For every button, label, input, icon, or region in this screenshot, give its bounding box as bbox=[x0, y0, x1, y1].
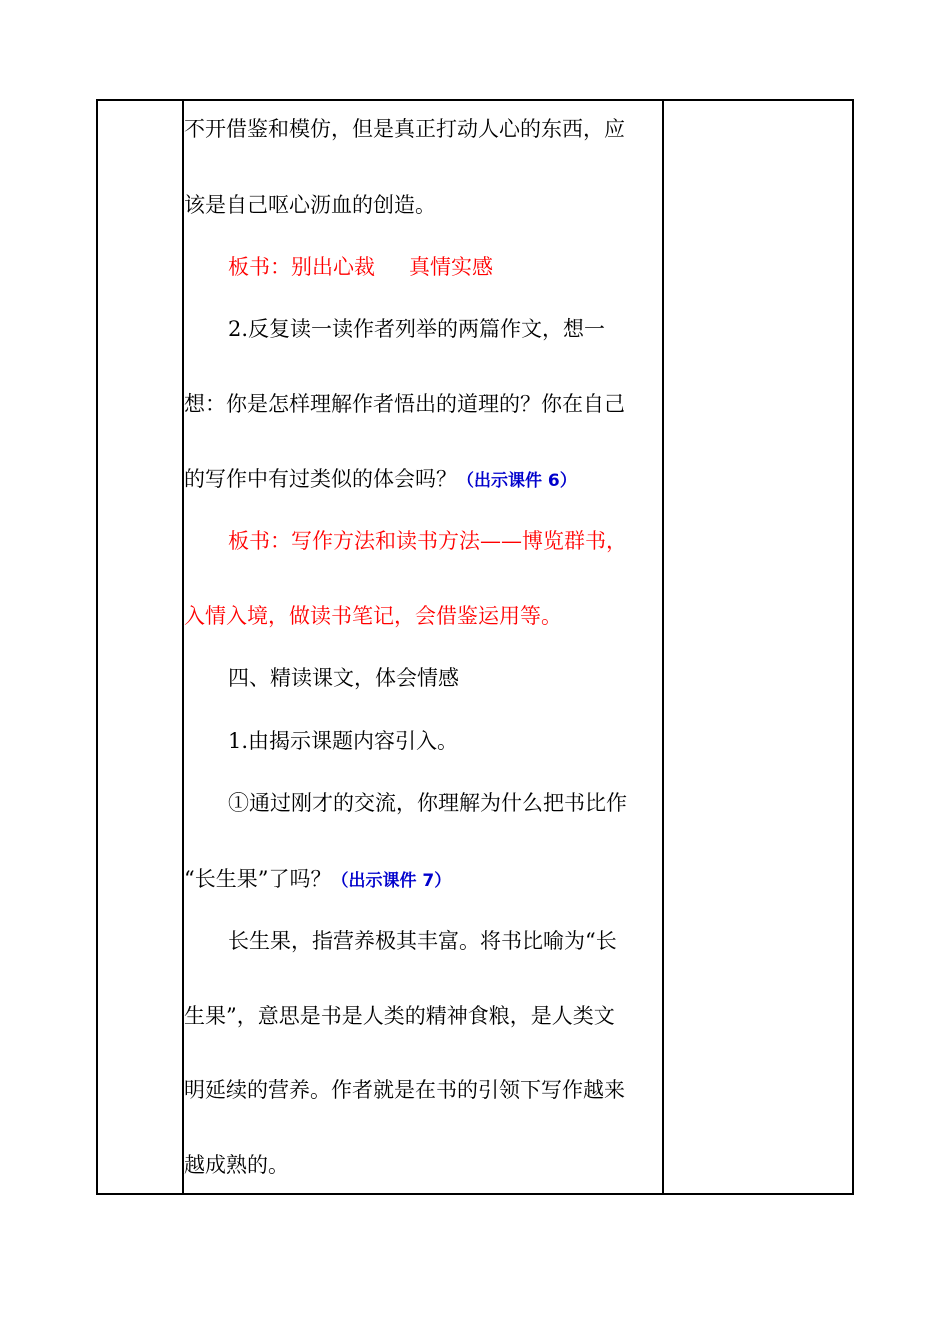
lesson-plan-table bbox=[96, 99, 854, 1195]
courseware-note: （出示课件 6） bbox=[457, 471, 577, 491]
section-heading: 四、精读课文，体会情感 bbox=[228, 666, 459, 690]
paragraph-line: 想：你是怎样理解作者悟出的道理的？你在自己 bbox=[184, 392, 625, 416]
paragraph-line: 2.反复读一读作者列举的两篇作文，想一 bbox=[228, 317, 606, 341]
paragraph-line: 越成熟的。 bbox=[184, 1153, 289, 1177]
paragraph-line: 不开借鉴和模仿，但是真正打动人心的东西，应 bbox=[184, 117, 625, 141]
board-writing-line bbox=[184, 253, 664, 281]
board-writing-text: 板书：别出心裁 bbox=[228, 255, 375, 279]
board-writing-line: 入情入境，做读书笔记，会借鉴运用等。 bbox=[184, 604, 562, 628]
paragraph-line: 生果”，意思是书是人类的精神食粮，是人类文 bbox=[184, 1004, 615, 1028]
courseware-note: （出示课件 7） bbox=[331, 871, 452, 891]
board-writing-line: 板书：写作方法和读书方法——博览群书， bbox=[228, 529, 627, 553]
paragraph-text: 的写作中有过类似的体会吗？ bbox=[184, 467, 457, 491]
paragraph-line: 该是自己呕心沥血的创造。 bbox=[184, 193, 436, 217]
paragraph-line: ①通过刚才的交流，你理解为什么把书比作 bbox=[228, 791, 627, 815]
paragraph-text: “长生果”了吗？ bbox=[184, 867, 332, 891]
paragraph-line bbox=[184, 865, 664, 895]
paragraph-line: 1.由揭示课题内容引入。 bbox=[228, 729, 459, 753]
paragraph-line: 明延续的营养。作者就是在书的引领下写作越来 bbox=[184, 1078, 625, 1102]
board-writing-text: 真情实感 bbox=[409, 255, 493, 279]
paragraph-line bbox=[184, 465, 664, 495]
paragraph-line: 长生果，指营养极其丰富。将书比喻为“长 bbox=[228, 929, 617, 953]
teaching-content-column bbox=[184, 101, 664, 1193]
